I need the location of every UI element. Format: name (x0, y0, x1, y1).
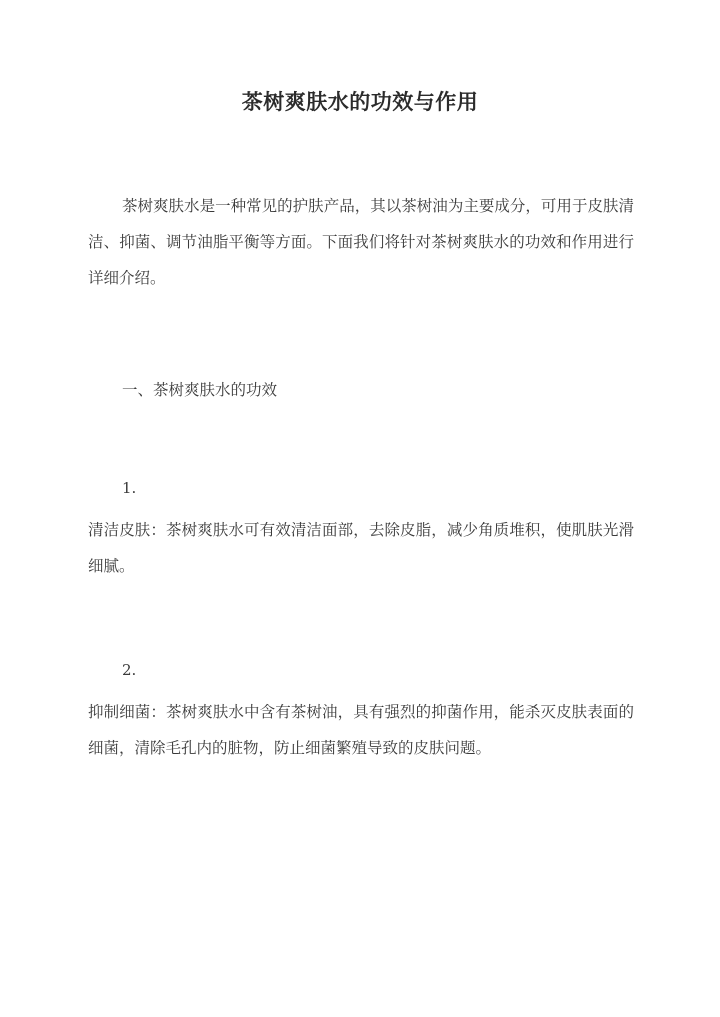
list-item-text: 清洁皮肤：茶树爽肤水可有效清洁面部，去除皮脂，减少角质堆积，使肌肤光滑细腻。 (88, 521, 634, 575)
document-title: 茶树爽肤水的功效与作用 (241, 89, 479, 114)
section-heading: 一、茶树爽肤水的功效 (122, 381, 278, 399)
intro-paragraph: 茶树爽肤水是一种常见的护肤产品，其以茶树油为主要成分，可用于皮肤清洁、抑菌、调节油脂平衡等方面。下面我们将针对茶树爽肤水的功效和作用进行详细介绍。 (88, 197, 634, 287)
list-item-text: 抑制细菌：茶树爽肤水中含有茶树油，具有强烈的抑菌作用，能杀灭皮肤表面的细菌，清除毛孔内的脏物，防止细菌繁殖导致的皮肤问题。 (88, 703, 634, 757)
list-item-number: 2. (122, 661, 137, 679)
list-item-number: 1. (122, 479, 137, 497)
